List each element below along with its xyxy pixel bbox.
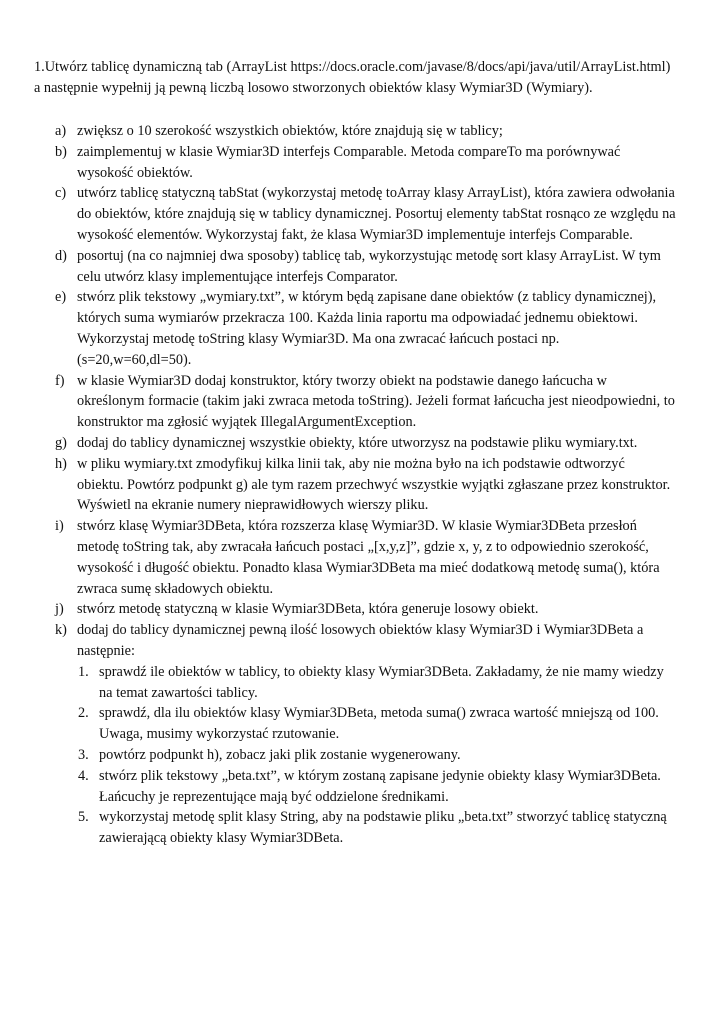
sub-list-item	[34, 703, 694, 745]
list-item-line: posortuj (na co najmniej dwa sposoby) tablicę tab, wykorzystując metodę sort klasy ArrayList. W tym	[77, 247, 661, 264]
list-item	[34, 121, 694, 142]
list-item	[34, 516, 694, 599]
list-item-marker: k)	[55, 622, 67, 639]
list-item-line: wysokość i długość obiektu. Ponadto klasa Wymiar3DBeta ma mieć dodatkową metodę suma(), która	[77, 559, 660, 576]
sub-list-item-line: stwórz plik tekstowy „beta.txt”, w którym zostaną zapisane jedynie obiekty klasy Wymiar3DBeta.	[99, 767, 661, 784]
list-item	[34, 599, 694, 620]
list-item	[34, 246, 694, 288]
sub-list-item-line: Uwaga, musimy wykorzystać rzutowanie.	[99, 726, 340, 743]
sub-list-item-line: zawierającą obiekty klasy Wymiar3DBeta.	[99, 830, 344, 847]
list-item-line: Wyświetl na ekranie numery nieprawidłowych wierszy pliku.	[77, 497, 429, 514]
list-item-marker: j)	[55, 601, 64, 618]
list-item-line: zaimplementuj w klasie Wymiar3D interfejs Comparable. Metoda compareTo ma porównywać	[77, 143, 621, 160]
list-item-marker: a)	[55, 123, 67, 139]
list-item-line: dodaj do tablicy dynamicznej pewną ilość losowych obiektów klasy Wymiar3D i Wymiar3DBeta a	[77, 622, 644, 639]
list-item	[34, 371, 694, 433]
sub-list-item-marker: 5.	[78, 809, 89, 826]
list-item-marker: f)	[55, 372, 65, 389]
list-item-line: wysokość elementów. Wykorzystaj fakt, że klasa Wymiar3D implementuje interfejs Comparable.	[77, 226, 633, 243]
list-item-line: do obiektów, które znajdują się w tablicy dynamicznej. Posortuj elementy tabStat rosnąco ze względu na	[77, 206, 676, 223]
sub-list-item-marker: 2.	[78, 705, 89, 722]
list-item-line: stwórz metodę statyczną w klasie Wymiar3DBeta, która generuje losowy obiekt.	[77, 601, 539, 618]
list-item-line: następnie:	[77, 642, 135, 659]
list-item-marker: g)	[55, 434, 67, 451]
sub-list-item	[34, 766, 694, 808]
list-item	[34, 454, 694, 516]
list-item-marker: h)	[55, 455, 67, 472]
task-list	[34, 121, 694, 849]
list-item-line: stwórz klasę Wymiar3DBeta, która rozszerza klasę Wymiar3D. W klasie Wymiar3DBeta przesłoń	[77, 518, 637, 535]
list-item-marker: c)	[55, 185, 67, 202]
list-item-line: metodę toString tak, aby zwracała łańcuch postaci „[x,y,z]”, gdzie x, y, z to odpowiednio szerokość,	[77, 538, 649, 555]
list-item-marker: e)	[55, 289, 67, 306]
list-item-line: w pliku wymiary.txt zmodyfikuj kilka linii tak, aby nie można było na ich podstawie odtworzyć	[77, 455, 625, 472]
list-item-line: konstruktor ma zgłosić wyjątek IllegalArgumentException.	[77, 414, 417, 431]
list-item-line: zwraca sumę składowych obiektu.	[77, 580, 274, 597]
sub-list-item-line: na temat zawartości tablicy.	[99, 684, 258, 701]
list-item-line: Wykorzystaj metodę toString klasy Wymiar3D. Ma ona zwracać łańcuch postaci np.	[77, 330, 560, 347]
intro-paragraph	[34, 57, 699, 99]
list-item	[34, 142, 694, 184]
sub-list-item-line: Łańcuchy je reprezentujące mają być oddzielone średnikami.	[99, 788, 449, 805]
list-item	[34, 433, 694, 454]
sub-list	[34, 662, 694, 849]
list-item-line: (s=20,w=60,dl=50).	[77, 351, 192, 368]
sub-list-item-line: powtórz podpunkt h), zobacz jaki plik zostanie wygenerowany.	[99, 746, 461, 763]
sub-list-item-line: wykorzystaj metodę split klasy String, aby na podstawie pliku „beta.txt” stworzyć tablicę statyczną	[99, 809, 667, 826]
sub-list-item-line: sprawdź, dla ilu obiektów klasy Wymiar3DBeta, metoda suma() zwraca wartość mniejszą od 100.	[99, 705, 659, 722]
list-item-line: zwiększ o 10 szerokość wszystkich obiektów, które znajdują się w tablicy;	[77, 123, 503, 139]
sub-list-item-marker: 3.	[78, 746, 89, 763]
list-item-line: w klasie Wymiar3D dodaj konstruktor, który tworzy obiekt na podstawie danego łańcucha w	[77, 372, 607, 389]
list-item-line: utwórz tablicę statyczną tabStat (wykorzystaj metodę toArray klasy ArrayList), która zawiera odwołania	[77, 185, 675, 202]
intro-line: 1.Utwórz tablicę dynamiczną tab (ArrayList https://docs.oracle.com/javase/8/docs/api/java/util/ArrayList.html)	[34, 59, 671, 75]
list-item	[34, 620, 694, 662]
sub-list-item-marker: 1.	[78, 663, 89, 680]
sub-list-item	[34, 662, 694, 704]
sub-list-item-marker: 4.	[78, 767, 89, 784]
list-item-line: określonym formacie (takim jaki zwraca metoda toString). Jeżeli format łańcucha jest nieodpowiedni, to	[77, 393, 675, 410]
list-item-line: obiektu. Powtórz podpunkt g) ale tym razem przechwyć wszystkie wyjątki zgłaszane przez konstruktor.	[77, 476, 671, 493]
list-item-line: stwórz plik tekstowy „wymiary.txt”, w którym będą zapisane dane obiektów (z tablicy dynamicznej),	[77, 289, 657, 306]
list-item-line: wysokość obiektów.	[77, 164, 193, 181]
list-item-line: celu utwórz klasy implementujące interfejs Comparator.	[77, 268, 398, 285]
list-item-marker: i)	[55, 518, 64, 535]
list-item	[34, 183, 694, 245]
list-item-marker: b)	[55, 143, 67, 160]
sub-list-item	[34, 807, 694, 849]
list-item-line: dodaj do tablicy dynamicznej wszystkie obiekty, które utworzysz na podstawie pliku wymiary.txt.	[77, 434, 638, 451]
sub-list-item	[34, 745, 694, 766]
intro-line: a następnie wypełnij ją pewną liczbą losowo stworzonych obiektów klasy Wymiar3D (Wymiary).	[34, 80, 593, 96]
list-item-line: których suma wymiarów przekracza 100. Każda linia raportu ma odpowiadać jednemu obiektowi.	[77, 310, 638, 327]
sub-list-item-line: sprawdź ile obiektów w tablicy, to obiekty klasy Wymiar3DBeta. Zakładamy, że nie mamy wiedzy	[99, 663, 664, 680]
list-item-marker: d)	[55, 247, 67, 264]
list-item	[34, 287, 694, 370]
